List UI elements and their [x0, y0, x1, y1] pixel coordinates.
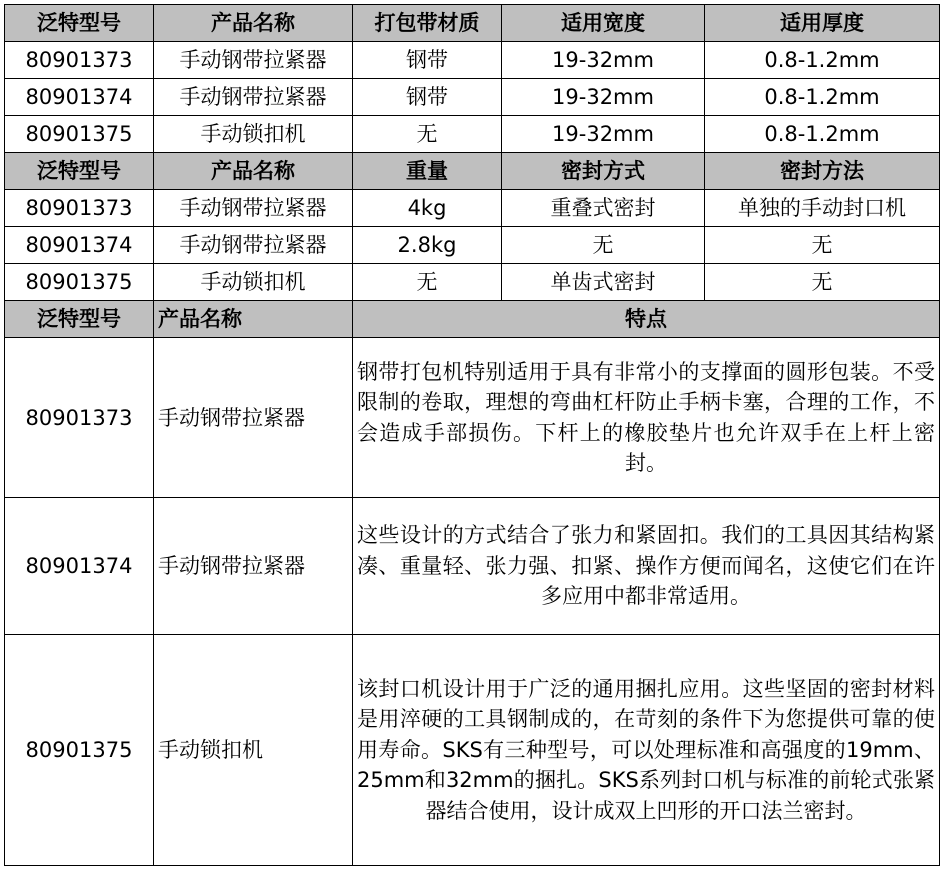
cell-seal-type: 单齿式密封: [502, 264, 705, 301]
table-row: [5, 190, 940, 227]
cell-product-name: 手动锁扣机: [154, 116, 353, 153]
cell-seal-type: 无: [502, 227, 705, 264]
cell-features: 钢带打包机特别适用于具有非常小的支撑面的圆形包装。不受限制的卷取，理想的弯曲杠杆防止手柄卡塞，合理的工作，不会造成手部损伤。下杆上的橡胶垫片也允许双手在上杆上密封。: [353, 338, 940, 498]
cell-weight: 2.8kg: [353, 227, 502, 264]
cell-weight: 无: [353, 264, 502, 301]
header-model: 泛特型号: [5, 153, 154, 190]
table-row: [5, 338, 940, 498]
cell-strap-material: 无: [353, 116, 502, 153]
header-product-name: 产品名称: [154, 5, 353, 42]
header-product-name: 产品名称: [154, 301, 353, 338]
cell-features: 这些设计的方式结合了张力和紧固扣。我们的工具因其结构紧凑、重量轻、张力强、扣紧、操作方便而闻名，这使它们在许多应用中都非常适用。: [353, 498, 940, 635]
cell-product-name: 手动锁扣机: [154, 264, 353, 301]
cell-model: 80901373: [5, 190, 154, 227]
table-row: [5, 42, 940, 79]
cell-thickness: 0.8-1.2mm: [705, 116, 940, 153]
cell-features: 该封口机设计用于广泛的通用捆扎应用。这些坚固的密封材料是用淬硬的工具钢制成的，在苛刻的条件下为您提供可靠的使用寿命。SKS有三种型号，可以处理标准和高强度的19mm、25mm和32mm的捆扎。SKS系列封口机与标准的前轮式张紧器结合使用，设计成双上凹形的开口法兰密封。: [353, 635, 940, 866]
cell-model: 80901375: [5, 264, 154, 301]
cell-product-name: 手动钢带拉紧器: [154, 42, 353, 79]
header-product-name: 产品名称: [154, 153, 353, 190]
header-width: 适用宽度: [502, 5, 705, 42]
cell-model: 80901374: [5, 227, 154, 264]
header-thickness: 适用厚度: [705, 5, 940, 42]
cell-weight: 4kg: [353, 190, 502, 227]
cell-product-name: 手动钢带拉紧器: [154, 190, 353, 227]
section2-header-row: [5, 153, 940, 190]
cell-seal-method: 无: [705, 227, 940, 264]
product-spec-table: [4, 4, 940, 866]
cell-product-name: 手动钢带拉紧器: [154, 227, 353, 264]
cell-product-name: 手动锁扣机: [154, 635, 353, 866]
cell-width: 19-32mm: [502, 42, 705, 79]
section1-header-row: [5, 5, 940, 42]
cell-strap-material: 钢带: [353, 79, 502, 116]
table-row: [5, 635, 940, 866]
cell-model: 80901374: [5, 498, 154, 635]
cell-strap-material: 钢带: [353, 42, 502, 79]
header-seal-method: 密封方法: [705, 153, 940, 190]
cell-model: 80901375: [5, 635, 154, 866]
header-seal-type: 密封方式: [502, 153, 705, 190]
cell-product-name: 手动钢带拉紧器: [154, 338, 353, 498]
cell-model: 80901375: [5, 116, 154, 153]
header-model: 泛特型号: [5, 5, 154, 42]
cell-thickness: 0.8-1.2mm: [705, 79, 940, 116]
header-strap-material: 打包带材质: [353, 5, 502, 42]
cell-product-name: 手动钢带拉紧器: [154, 79, 353, 116]
cell-width: 19-32mm: [502, 79, 705, 116]
cell-product-name: 手动钢带拉紧器: [154, 498, 353, 635]
section3-header-row: [5, 301, 940, 338]
cell-model: 80901373: [5, 338, 154, 498]
table-row: [5, 498, 940, 635]
cell-model: 80901373: [5, 42, 154, 79]
header-features: 特点: [353, 301, 940, 338]
cell-seal-type: 重叠式密封: [502, 190, 705, 227]
table-row: [5, 227, 940, 264]
cell-seal-method: 无: [705, 264, 940, 301]
cell-seal-method: 单独的手动封口机: [705, 190, 940, 227]
cell-width: 19-32mm: [502, 116, 705, 153]
cell-model: 80901374: [5, 79, 154, 116]
table-row: [5, 79, 940, 116]
header-model: 泛特型号: [5, 301, 154, 338]
table-row: [5, 264, 940, 301]
table-row: [5, 116, 940, 153]
cell-thickness: 0.8-1.2mm: [705, 42, 940, 79]
header-weight: 重量: [353, 153, 502, 190]
